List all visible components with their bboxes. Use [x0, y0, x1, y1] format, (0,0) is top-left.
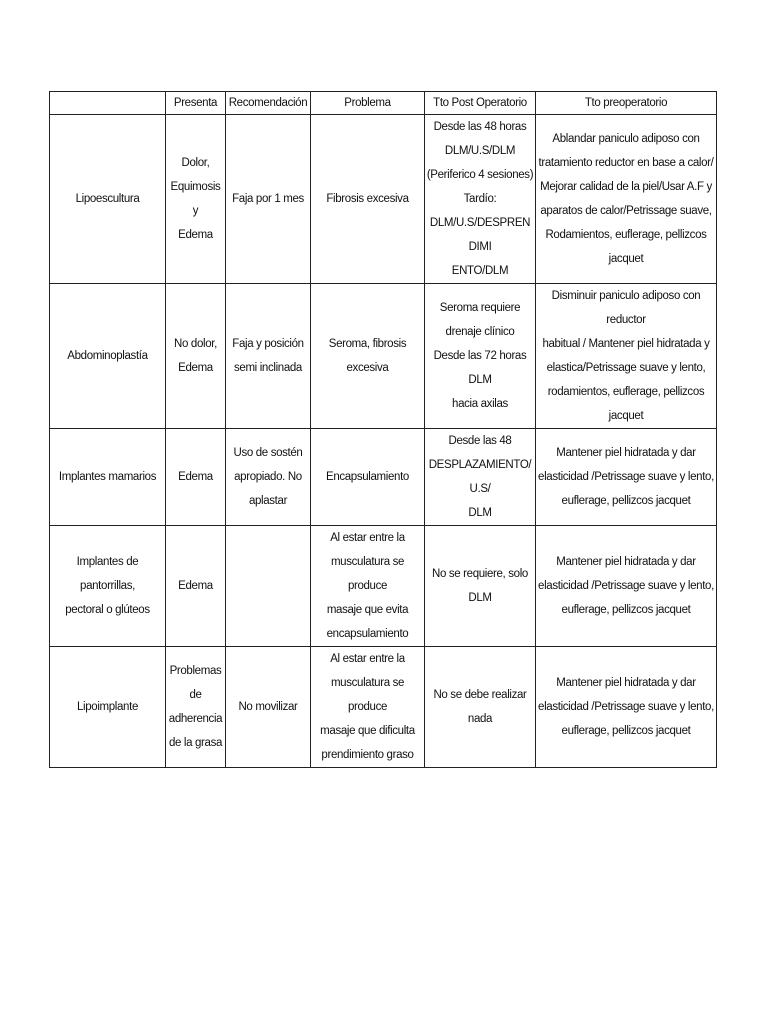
procedure-name: Implantes mamarios	[58, 471, 157, 483]
cell-tto-post	[425, 526, 536, 647]
presenta-text: No dolor, Edema	[174, 338, 217, 374]
recomendacion-text: Faja y posición semi inclinada	[232, 338, 304, 374]
cell-presenta	[166, 647, 226, 768]
table-header	[50, 92, 717, 115]
cell-presenta	[166, 115, 226, 284]
tto-post-text: Seroma requiere drenaje clínico Desde las 72 horas DLM hacia axilas	[433, 302, 527, 410]
cell-procedure	[50, 647, 166, 768]
tto-pre-text: Mantener piel hidratada y dar elasticidad /Petrissage suave y lento, euflerage, pellizcos jacquet	[538, 556, 714, 616]
cell-procedure	[50, 526, 166, 647]
cell-presenta	[166, 526, 226, 647]
treatment-table	[49, 91, 717, 768]
cell-tto-pre	[536, 115, 717, 284]
cell-procedure	[50, 115, 166, 284]
presenta-text: Edema	[178, 471, 213, 483]
tto-pre-text: Ablandar paniculo adiposo con tratamiento reductor en base a calor/ Mejorar calidad de la piel/Usar A.F y aparatos de calor/Petrissage suave, Rodamientos, euflerage, pellizcos jacquet	[538, 133, 714, 265]
procedure-name: Implantes de pantorrillas, pectoral o glúteos	[65, 556, 150, 616]
cell-procedure	[50, 284, 166, 429]
cell-procedure	[50, 429, 166, 526]
problema-text: Al estar entre la musculatura se produce masaje que dificulta prendimiento graso	[320, 653, 415, 761]
header-tto-pre: Tto preoperatorio	[536, 92, 717, 115]
procedure-name: Lipoescultura	[75, 193, 140, 205]
cell-problema	[311, 284, 425, 429]
recomendacion-text: No movilizar	[238, 701, 298, 713]
problema-text: Al estar entre la musculatura se produce masaje que evita encapsulamiento	[326, 532, 409, 640]
tto-post-text: No se debe realizar nada	[433, 689, 527, 725]
table-row	[50, 115, 717, 284]
problema-text: Encapsulamiento	[326, 471, 409, 483]
table-row	[50, 429, 717, 526]
cell-problema	[311, 526, 425, 647]
tto-post-text: Desde las 48 horas DLM/U.S/DLM (Periferico 4 sesiones) Tardío: DLM/U.S/DESPRENDIMI ENTO/DLM	[426, 121, 534, 277]
cell-tto-post	[425, 115, 536, 284]
header-row	[50, 92, 717, 115]
tto-pre-text: Mantener piel hidratada y dar elasticidad /Petrissage suave y lento, euflerage, pellizcos jacquet	[538, 447, 714, 507]
table-row	[50, 526, 717, 647]
cell-recomendacion	[226, 284, 311, 429]
table-row	[50, 284, 717, 429]
tto-pre-text: Disminuir paniculo adiposo con reductor habitual / Mantener piel hidratada y elastica/Petrissage suave y lento, rodamientos, euflerage, pellizcos jacquet	[542, 290, 710, 422]
cell-recomendacion	[226, 115, 311, 284]
cell-problema	[311, 115, 425, 284]
presenta-text: Edema	[178, 580, 213, 592]
presenta-text: Dolor, Equimosis y Edema	[170, 157, 221, 241]
tto-pre-text: Mantener piel hidratada y dar elasticidad /Petrissage suave y lento, euflerage, pellizcos jacquet	[538, 677, 714, 737]
cell-tto-pre	[536, 284, 717, 429]
header-tto-post: Tto Post Operatorio	[425, 92, 536, 115]
cell-tto-pre	[536, 647, 717, 768]
header-problema: Problema	[311, 92, 425, 115]
cell-tto-post	[425, 284, 536, 429]
procedure-name: Lipoimplante	[76, 701, 138, 713]
cell-tto-pre	[536, 526, 717, 647]
cell-recomendacion	[226, 526, 311, 647]
table-body	[50, 115, 717, 768]
cell-recomendacion	[226, 647, 311, 768]
procedure-name: Abdominoplastía	[67, 350, 148, 362]
cell-presenta	[166, 429, 226, 526]
problema-text: Seroma, fibrosis excesiva	[328, 338, 407, 374]
cell-tto-post	[425, 647, 536, 768]
header-procedure	[50, 92, 166, 115]
tto-post-text: No se requiere, solo DLM	[432, 568, 528, 604]
tto-post-text: Desde las 48 DESPLAZAMIENTO/U.S/ DLM	[428, 435, 532, 519]
recomendacion-text: Uso de sostén apropiado. No aplastar	[233, 447, 303, 507]
cell-tto-post	[425, 429, 536, 526]
cell-problema	[311, 647, 425, 768]
recomendacion-text: Faja por 1 mes	[232, 193, 304, 205]
cell-problema	[311, 429, 425, 526]
cell-recomendacion	[226, 429, 311, 526]
table-row	[50, 647, 717, 768]
presenta-text: Problemas de adherencia de la grasa	[168, 665, 223, 749]
cell-tto-pre	[536, 429, 717, 526]
cell-presenta	[166, 284, 226, 429]
header-recomendacion: Recomendación	[226, 92, 311, 115]
problema-text: Fibrosis excesiva	[326, 193, 409, 205]
header-presenta: Presenta	[166, 92, 226, 115]
